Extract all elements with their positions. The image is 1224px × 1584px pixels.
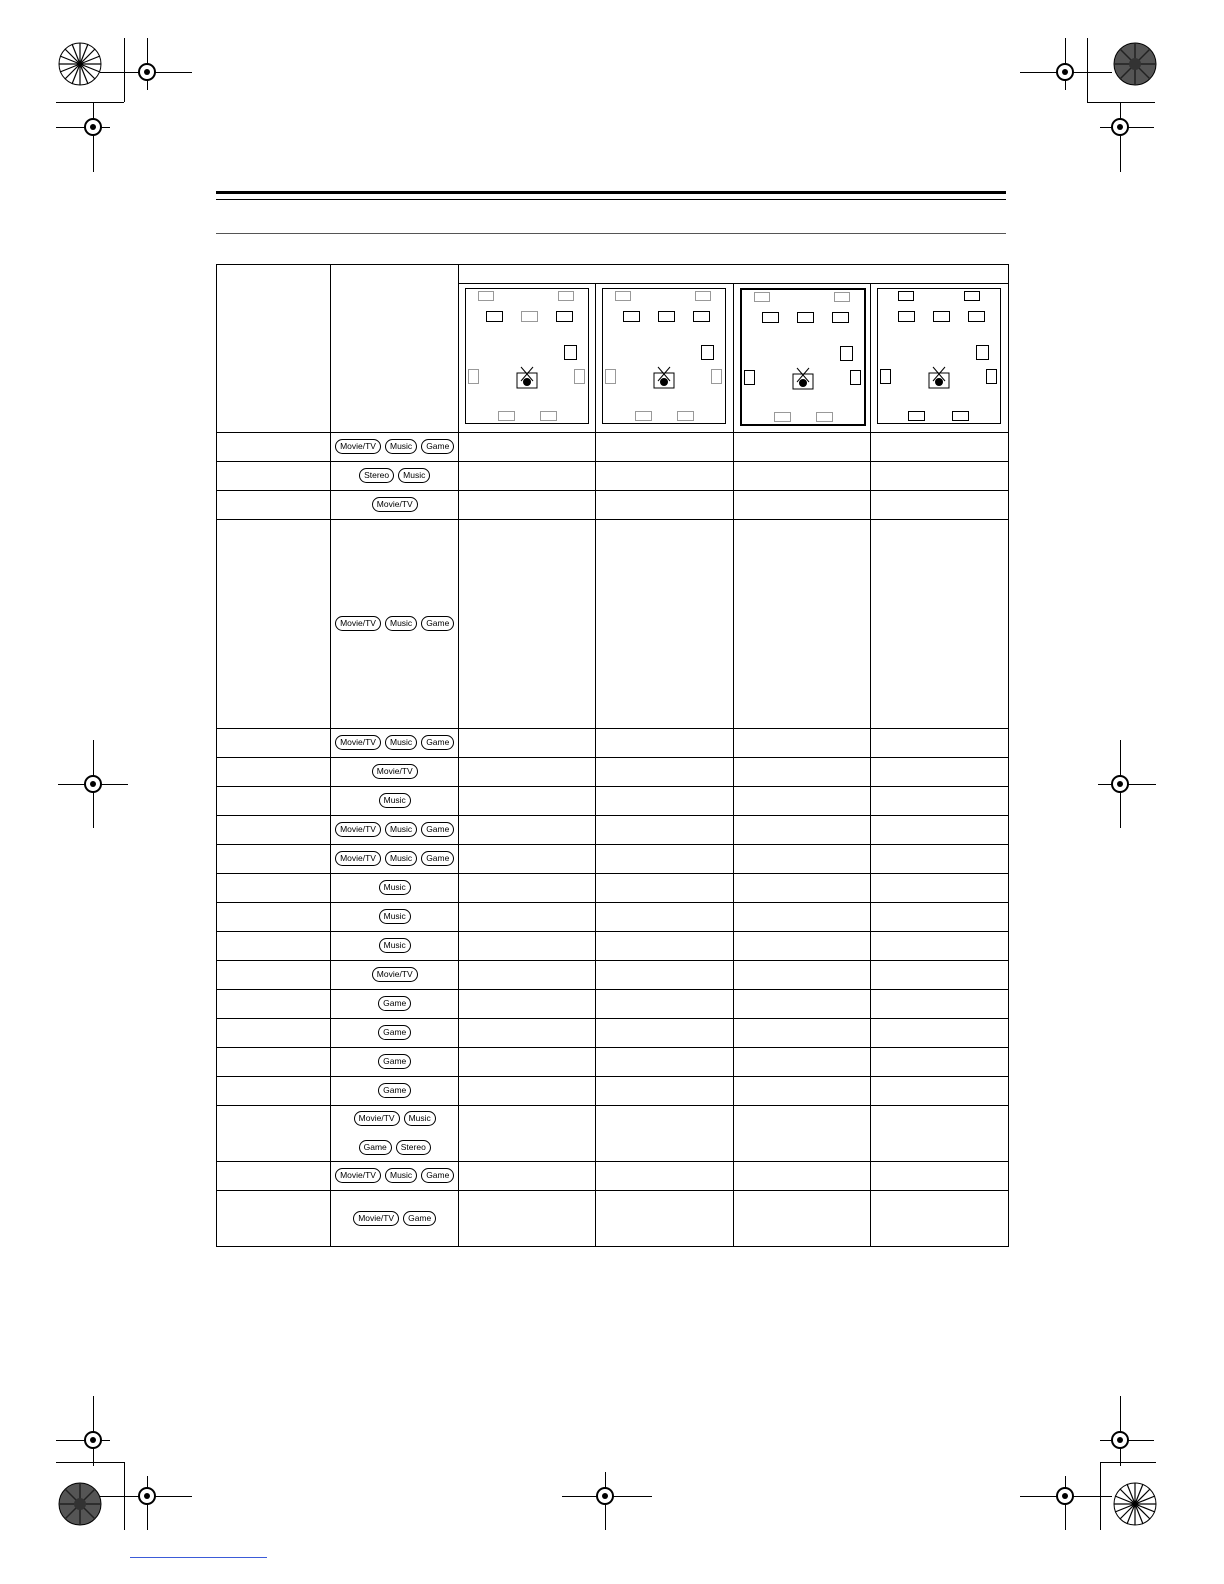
registration-mark-icon xyxy=(1108,772,1132,796)
music-button[interactable]: Music xyxy=(379,880,411,895)
speaker-diagram-3 xyxy=(733,284,870,433)
music-button[interactable]: Music xyxy=(404,1111,436,1126)
movie-tv-button[interactable]: Movie/TV xyxy=(335,439,381,454)
mode-column-header xyxy=(217,265,331,433)
listener-icon xyxy=(928,365,950,389)
table-row xyxy=(217,1048,1009,1077)
movie-tv-button[interactable]: Movie/TV xyxy=(335,822,381,837)
speaker-diagram-4 xyxy=(870,284,1008,433)
table-row xyxy=(217,787,1009,816)
movie-tv-button[interactable]: Movie/TV xyxy=(335,616,381,631)
game-button[interactable]: Game xyxy=(421,822,454,837)
speaker-diagram-2 xyxy=(596,284,733,433)
registration-mark-icon xyxy=(135,1484,159,1508)
registration-mark-icon xyxy=(81,115,105,139)
speaker-layout-header xyxy=(459,265,1009,284)
registration-mark-icon xyxy=(81,772,105,796)
header-rule-thin xyxy=(216,199,1006,200)
table-row xyxy=(217,1019,1009,1048)
music-button[interactable]: Music xyxy=(385,735,417,750)
movie-tv-button[interactable]: Movie/TV xyxy=(335,851,381,866)
color-wheel-icon xyxy=(58,42,102,86)
table-row xyxy=(217,433,1009,462)
registration-mark-icon xyxy=(1108,115,1132,139)
music-button[interactable]: Music xyxy=(385,439,417,454)
table-row xyxy=(217,903,1009,932)
speaker-diagram-1 xyxy=(459,284,596,433)
game-button[interactable]: Game xyxy=(378,1083,411,1098)
table-row xyxy=(217,758,1009,787)
music-button[interactable]: Music xyxy=(379,909,411,924)
game-button[interactable]: Game xyxy=(378,1054,411,1069)
game-button[interactable]: Game xyxy=(421,616,454,631)
table-row xyxy=(217,932,1009,961)
game-button[interactable]: Game xyxy=(378,1025,411,1040)
movie-tv-button[interactable]: Movie/TV xyxy=(353,1211,399,1226)
table-row xyxy=(217,816,1009,845)
game-button[interactable]: Game xyxy=(378,996,411,1011)
table-row xyxy=(217,1191,1009,1247)
registration-mark-icon xyxy=(81,1428,105,1452)
stereo-button[interactable]: Stereo xyxy=(396,1140,431,1155)
music-button[interactable]: Music xyxy=(385,851,417,866)
table-row xyxy=(217,1077,1009,1106)
registration-mark-icon xyxy=(1053,1484,1077,1508)
music-button[interactable]: Music xyxy=(379,938,411,953)
registration-mark-icon xyxy=(135,60,159,84)
table-row xyxy=(217,520,1009,729)
game-button[interactable]: Game xyxy=(421,439,454,454)
header-rule xyxy=(216,191,1006,194)
button-column-header xyxy=(331,265,459,433)
table-row xyxy=(217,729,1009,758)
table-row xyxy=(217,1106,1009,1162)
movie-tv-button[interactable]: Movie/TV xyxy=(335,1168,381,1183)
section-rule xyxy=(216,233,1006,234)
movie-tv-button[interactable]: Movie/TV xyxy=(335,735,381,750)
table-row xyxy=(217,961,1009,990)
listener-icon xyxy=(516,365,538,389)
listening-mode-table xyxy=(216,264,1009,1247)
color-wheel-icon xyxy=(58,1482,102,1526)
game-button[interactable]: Game xyxy=(421,735,454,750)
game-button[interactable]: Game xyxy=(359,1140,392,1155)
game-button[interactable]: Game xyxy=(421,1168,454,1183)
footer-underline xyxy=(130,1557,267,1558)
game-button[interactable]: Game xyxy=(421,851,454,866)
movie-tv-button[interactable]: Movie/TV xyxy=(354,1111,400,1126)
table-row xyxy=(217,990,1009,1019)
listener-icon xyxy=(792,366,814,390)
listener-icon xyxy=(653,365,675,389)
table-row xyxy=(217,462,1009,491)
table-row xyxy=(217,1162,1009,1191)
music-button[interactable]: Music xyxy=(385,616,417,631)
table-row xyxy=(217,874,1009,903)
color-wheel-icon xyxy=(1113,1482,1157,1526)
music-button[interactable]: Music xyxy=(398,468,430,483)
music-button[interactable]: Music xyxy=(385,1168,417,1183)
stereo-button[interactable]: Stereo xyxy=(359,468,394,483)
registration-mark-icon xyxy=(1108,1428,1132,1452)
movie-tv-button[interactable]: Movie/TV xyxy=(372,967,418,982)
registration-mark-icon xyxy=(1053,60,1077,84)
table-row xyxy=(217,845,1009,874)
music-button[interactable]: Music xyxy=(379,793,411,808)
table-row xyxy=(217,491,1009,520)
game-button[interactable]: Game xyxy=(403,1211,436,1226)
music-button[interactable]: Music xyxy=(385,822,417,837)
movie-tv-button[interactable]: Movie/TV xyxy=(372,497,418,512)
movie-tv-button[interactable]: Movie/TV xyxy=(372,764,418,779)
registration-mark-icon xyxy=(593,1484,617,1508)
color-wheel-icon xyxy=(1113,42,1157,86)
